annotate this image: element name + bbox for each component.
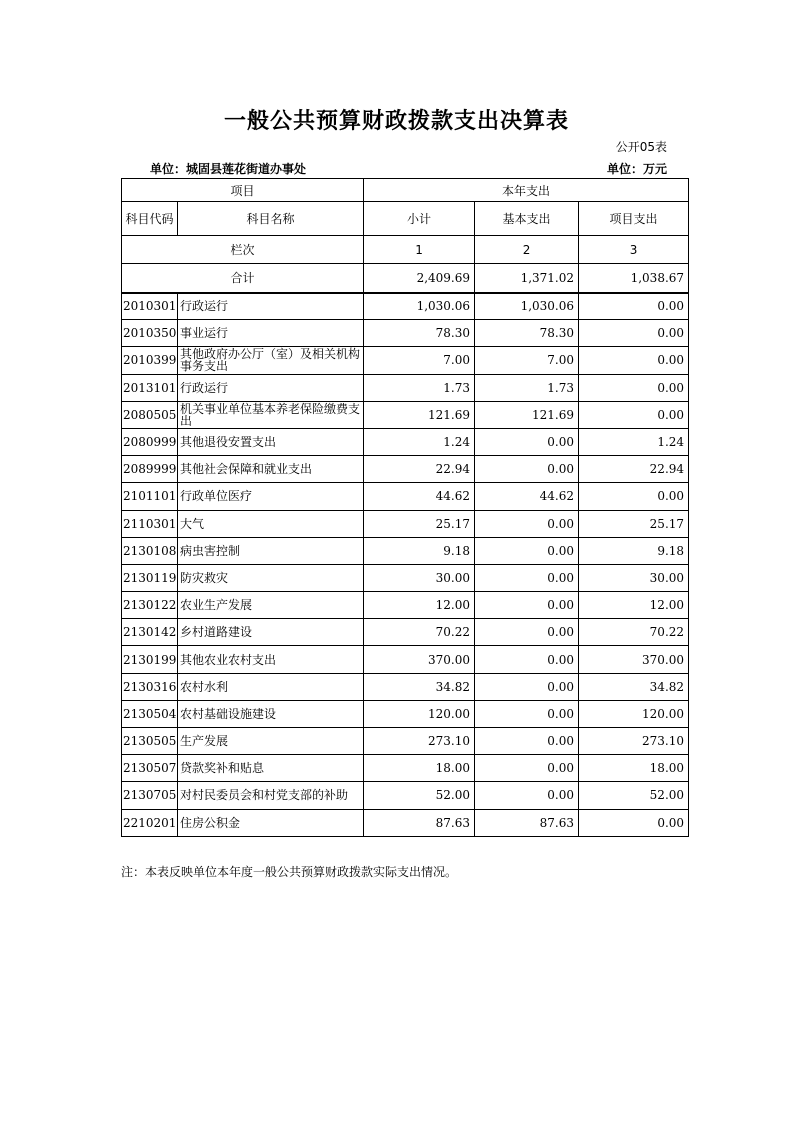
total-project: 1,038.67 (579, 264, 689, 293)
header-row-3 (122, 236, 689, 264)
row-name: 农业生产发展 (178, 592, 364, 619)
row-name: 防灾救灾 (178, 564, 364, 591)
row-basic: 0.00 (475, 700, 579, 727)
table-row (122, 809, 689, 836)
table-row (122, 401, 689, 428)
row-project: 0.00 (579, 347, 689, 374)
row-code: 2101101 (122, 483, 178, 510)
row-code: 2010399 (122, 347, 178, 374)
row-code: 2130705 (122, 782, 178, 809)
row-basic: 0.00 (475, 619, 579, 646)
row-name: 事业运行 (178, 320, 364, 347)
row-code: 2010350 (122, 320, 178, 347)
row-basic: 0.00 (475, 510, 579, 537)
table-row (122, 755, 689, 782)
row-subtotal: 52.00 (364, 782, 475, 809)
row-subtotal: 18.00 (364, 755, 475, 782)
row-name: 对村民委员会和村党支部的补助 (178, 782, 364, 809)
row-code: 2110301 (122, 510, 178, 537)
table-row (122, 728, 689, 755)
total-label: 合计 (122, 264, 364, 293)
table-row (122, 320, 689, 347)
header-name: 科目名称 (178, 202, 364, 236)
table-row (122, 564, 689, 591)
row-project: 0.00 (579, 483, 689, 510)
row-project: 12.00 (579, 592, 689, 619)
row-code: 2210201 (122, 809, 178, 836)
row-code: 2130504 (122, 700, 178, 727)
row-name: 其他退役安置支出 (178, 428, 364, 455)
table-row (122, 537, 689, 564)
table-row (122, 347, 689, 374)
row-subtotal: 9.18 (364, 537, 475, 564)
row-code: 2130507 (122, 755, 178, 782)
row-project: 70.22 (579, 619, 689, 646)
row-name: 机关事业单位基本养老保险缴费支出 (178, 401, 364, 428)
total-subtotal: 2,409.69 (364, 264, 475, 293)
header-current-year: 本年支出 (364, 179, 689, 202)
row-subtotal: 12.00 (364, 592, 475, 619)
row-subtotal: 1.73 (364, 374, 475, 401)
row-name: 其他农业农村支出 (178, 646, 364, 673)
row-subtotal: 273.10 (364, 728, 475, 755)
row-subtotal: 30.00 (364, 564, 475, 591)
total-basic: 1,371.02 (475, 264, 579, 293)
header-item: 项目 (122, 179, 364, 202)
table-row (122, 646, 689, 673)
row-project: 0.00 (579, 374, 689, 401)
row-basic: 78.30 (475, 320, 579, 347)
row-subtotal: 370.00 (364, 646, 475, 673)
row-subtotal: 1,030.06 (364, 293, 475, 320)
row-project: 52.00 (579, 782, 689, 809)
table-row (122, 456, 689, 483)
unit-organization: 单位：城固县莲花街道办事处 (150, 162, 307, 176)
row-basic: 0.00 (475, 728, 579, 755)
table-row (122, 374, 689, 401)
row-basic: 44.62 (475, 483, 579, 510)
row-basic: 0.00 (475, 646, 579, 673)
row-subtotal: 120.00 (364, 700, 475, 727)
form-number: 公开05表 (615, 140, 667, 154)
table-row (122, 483, 689, 510)
row-project: 34.82 (579, 673, 689, 700)
header-basic: 基本支出 (475, 202, 579, 236)
row-project: 25.17 (579, 510, 689, 537)
row-project: 370.00 (579, 646, 689, 673)
row-name: 农村水利 (178, 673, 364, 700)
header-row-2 (122, 202, 689, 236)
row-name: 行政运行 (178, 374, 364, 401)
row-project: 0.00 (579, 293, 689, 320)
row-project: 18.00 (579, 755, 689, 782)
header-col3: 3 (579, 236, 689, 264)
row-name: 乡村道路建设 (178, 619, 364, 646)
header-col1: 1 (364, 236, 475, 264)
row-basic: 7.00 (475, 347, 579, 374)
row-code: 2010301 (122, 293, 178, 320)
row-code: 2130142 (122, 619, 178, 646)
row-project: 30.00 (579, 564, 689, 591)
row-code: 2013101 (122, 374, 178, 401)
row-project: 9.18 (579, 537, 689, 564)
row-name: 其他社会保障和就业支出 (178, 456, 364, 483)
row-name: 其他政府办公厅（室）及相关机构事务支出 (178, 347, 364, 374)
row-code: 2130199 (122, 646, 178, 673)
row-project: 0.00 (579, 401, 689, 428)
table-row (122, 592, 689, 619)
row-code: 2130122 (122, 592, 178, 619)
row-subtotal: 22.94 (364, 456, 475, 483)
row-subtotal: 34.82 (364, 673, 475, 700)
row-basic: 1.73 (475, 374, 579, 401)
row-code: 2130108 (122, 537, 178, 564)
table-row (122, 619, 689, 646)
unit-money: 单位：万元 (606, 162, 667, 176)
row-name: 生产发展 (178, 728, 364, 755)
row-project: 120.00 (579, 700, 689, 727)
table-row (122, 782, 689, 809)
row-basic: 0.00 (475, 673, 579, 700)
row-name: 行政单位医疗 (178, 483, 364, 510)
row-project: 273.10 (579, 728, 689, 755)
row-name: 贷款奖补和贴息 (178, 755, 364, 782)
row-basic: 121.69 (475, 401, 579, 428)
row-basic: 87.63 (475, 809, 579, 836)
row-subtotal: 87.63 (364, 809, 475, 836)
row-subtotal: 78.30 (364, 320, 475, 347)
total-row (122, 264, 689, 293)
row-subtotal: 121.69 (364, 401, 475, 428)
row-basic: 0.00 (475, 428, 579, 455)
row-subtotal: 70.22 (364, 619, 475, 646)
row-code: 2080505 (122, 401, 178, 428)
row-basic: 0.00 (475, 782, 579, 809)
row-basic: 1,030.06 (475, 293, 579, 320)
table-row (122, 510, 689, 537)
row-basic: 0.00 (475, 564, 579, 591)
row-code: 2089999 (122, 456, 178, 483)
row-project: 0.00 (579, 320, 689, 347)
row-name: 行政运行 (178, 293, 364, 320)
row-name: 大气 (178, 510, 364, 537)
row-basic: 0.00 (475, 592, 579, 619)
table-row (122, 673, 689, 700)
row-subtotal: 25.17 (364, 510, 475, 537)
row-subtotal: 44.62 (364, 483, 475, 510)
header-column-label: 栏次 (122, 236, 364, 264)
row-subtotal: 1.24 (364, 428, 475, 455)
row-basic: 0.00 (475, 456, 579, 483)
header-project: 项目支出 (579, 202, 689, 236)
header-subtotal: 小计 (364, 202, 475, 236)
header-code: 科目代码 (122, 202, 178, 236)
row-code: 2130316 (122, 673, 178, 700)
row-project: 22.94 (579, 456, 689, 483)
row-name: 农村基础设施建设 (178, 700, 364, 727)
page-title: 一般公共预算财政拨款支出决算表 (223, 109, 569, 134)
row-code: 2080999 (122, 428, 178, 455)
row-project: 1.24 (579, 428, 689, 455)
row-name: 住房公积金 (178, 809, 364, 836)
footnote: 注：本表反映单位本年度一般公共预算财政拨款实际支出情况。 (121, 865, 458, 879)
row-project: 0.00 (579, 809, 689, 836)
table-row (122, 428, 689, 455)
row-code: 2130505 (122, 728, 178, 755)
row-basic: 0.00 (475, 537, 579, 564)
table-row (122, 293, 689, 320)
row-code: 2130119 (122, 564, 178, 591)
header-col2: 2 (475, 236, 579, 264)
row-name: 病虫害控制 (178, 537, 364, 564)
table-row (122, 700, 689, 727)
expenditure-table (121, 178, 689, 837)
row-basic: 0.00 (475, 755, 579, 782)
row-subtotal: 7.00 (364, 347, 475, 374)
header-row-1 (122, 179, 689, 202)
